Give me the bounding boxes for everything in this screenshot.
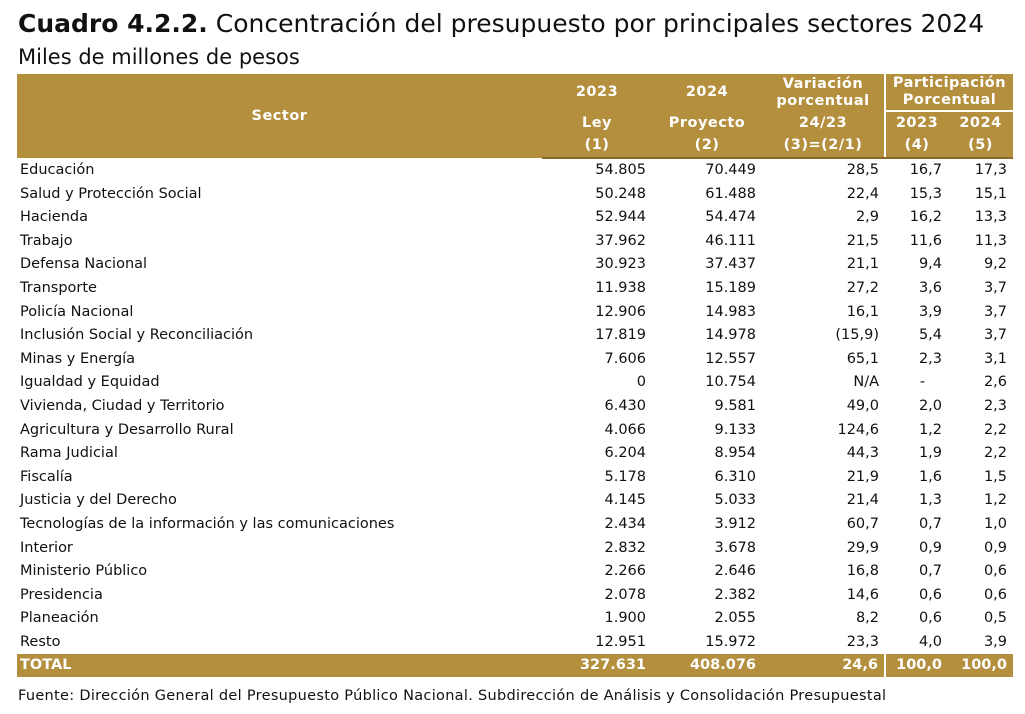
sector-name: Agricultura y Desarrollo Rural (20, 421, 234, 438)
variacion-value: 44,3 (846, 445, 879, 462)
ley-2023-value: 2.832 (604, 539, 646, 556)
variacion-value: 28,5 (846, 162, 879, 178)
sector-name: Defensa Nacional (20, 256, 148, 273)
table-number: Cuadro 4.2.2. (18, 9, 208, 38)
ley-2023-value: 5.178 (604, 468, 646, 485)
variacion-value: (15,9) (835, 327, 879, 344)
participacion-2023-value: 0,6 (918, 586, 942, 603)
table-row (17, 584, 1013, 608)
table-row (17, 489, 1013, 513)
sector-name: Rama Judicial (20, 445, 118, 462)
participacion-2024-value: 3,7 (983, 327, 1007, 344)
header-part-2023: 2023 (885, 111, 948, 134)
variacion-value: N/A (853, 374, 879, 391)
table-row (17, 442, 1013, 466)
participacion-2023-value: 1,2 (918, 421, 942, 438)
sector-name: Minas y Energía (20, 350, 136, 367)
participacion-2023-value: 4,0 (918, 633, 942, 650)
ley-2023-value: 54.805 (595, 162, 646, 178)
table-header (17, 74, 1013, 158)
table-title (18, 8, 984, 40)
ley-2023-value: 4.145 (604, 492, 646, 509)
variacion-value: 21,9 (846, 468, 879, 485)
variacion-value: 16,8 (846, 563, 879, 580)
participacion-2024-value: 13,3 (974, 209, 1007, 226)
participacion-2023-value: 1,3 (918, 492, 942, 509)
table-row (17, 277, 1013, 301)
header-part-2024: 2024 (948, 111, 1013, 134)
participacion-2023-value: 16,7 (909, 162, 942, 178)
sector-name: Tecnologías de la información y las comunicaciones (20, 515, 395, 532)
variacion-value: 49,0 (846, 397, 879, 414)
header-col2: (2) (652, 134, 762, 158)
ley-2023-value: 30.923 (595, 256, 646, 273)
sector-name: Policía Nacional (20, 303, 134, 320)
sector-name: Inclusión Social y Reconciliación (20, 327, 254, 344)
variacion-value: 14,6 (846, 586, 879, 603)
table-row (17, 419, 1013, 443)
participacion-2024-value: 0,6 (983, 586, 1007, 603)
ley-2023-value: 17.819 (595, 327, 646, 344)
sector-name: Planeación (20, 610, 99, 627)
ley-2023-value: 6.430 (604, 397, 646, 414)
table-row (17, 206, 1013, 230)
table-row (17, 607, 1013, 631)
participacion-2024-value: 2,3 (983, 397, 1007, 414)
participacion-2024-value: 2,2 (983, 421, 1007, 438)
participacion-2024-value: 0,5 (983, 610, 1007, 627)
participacion-2023-value: 0,9 (918, 539, 942, 556)
variacion-value: 16,1 (846, 303, 879, 320)
participacion-2024-value: 1,0 (983, 515, 1007, 532)
proyecto-2024-value: 2.646 (714, 563, 756, 580)
header-col3: (3)=(2/1) (762, 134, 885, 158)
ley-2023-value: 1.900 (604, 610, 646, 627)
participacion-2024-value: 3,9 (983, 633, 1007, 650)
sector-name: Hacienda (20, 209, 88, 226)
table-row (17, 253, 1013, 277)
variacion-value: 21,1 (846, 256, 879, 273)
proyecto-2024-value: 2.055 (714, 610, 756, 627)
variacion-value: 21,5 (846, 232, 879, 249)
table-row (17, 301, 1013, 325)
ley-2023-value: 0 (636, 374, 646, 391)
ley-2023-value: 50.248 (595, 185, 646, 202)
total-row (17, 654, 1013, 677)
proyecto-2024-value: 15.972 (705, 633, 756, 650)
total-label: TOTAL (17, 654, 542, 677)
proyecto-2024-value: 12.557 (705, 350, 756, 367)
sector-name: Fiscalía (20, 468, 73, 485)
participacion-2023-value: 1,9 (918, 445, 942, 462)
proyecto-2024-value: 2.382 (714, 586, 756, 603)
participacion-2023-value: 2,3 (918, 350, 942, 367)
participacion-2023-value: 15,3 (909, 185, 942, 202)
header-2023: 2023 (542, 74, 652, 111)
ley-2023-value: 7.606 (604, 350, 646, 367)
variacion-value: 22,4 (846, 185, 879, 202)
participacion-2024-value: 3,1 (983, 350, 1007, 367)
header-participacion: Participación Porcentual (885, 74, 1013, 111)
participacion-2023-value: 0,7 (918, 563, 942, 580)
header-var-period: 24/23 (762, 111, 885, 134)
participacion-2024-value: 2,6 (983, 374, 1007, 391)
proyecto-2024-value: 10.754 (705, 374, 756, 391)
participacion-2024-value: 3,7 (983, 303, 1007, 320)
sector-name: Presidencia (20, 586, 103, 603)
variacion-value: 60,7 (846, 515, 879, 532)
source-note: Fuente: Dirección General del Presupuesto Público Nacional. Subdirección de Análisis y Consolidación Presupuestal (18, 688, 887, 704)
sector-name: Salud y Protección Social (20, 185, 202, 202)
sector-name: Resto (20, 633, 61, 650)
header-col5: (5) (948, 134, 1013, 158)
budget-table (17, 74, 1013, 677)
proyecto-2024-value: 3.912 (714, 515, 756, 532)
table-row (17, 537, 1013, 561)
variacion-value: 27,2 (846, 279, 879, 296)
total-participacion-2024: 100,0 (948, 654, 1013, 677)
participacion-2024-value: 15,1 (974, 185, 1007, 202)
ley-2023-value: 52.944 (595, 209, 646, 226)
participacion-2023-value: 16,2 (909, 209, 942, 226)
table-row (17, 631, 1013, 655)
header-2024: 2024 (652, 74, 762, 111)
table-row (17, 158, 1013, 183)
ley-2023-value: 12.951 (595, 633, 646, 650)
sector-name: Vivienda, Ciudad y Territorio (20, 397, 225, 414)
table-row (17, 230, 1013, 254)
table-row (17, 513, 1013, 537)
participacion-2024-value: 0,9 (983, 539, 1007, 556)
proyecto-2024-value: 5.033 (714, 492, 756, 509)
table-total (17, 654, 1013, 677)
variacion-value: 8,2 (855, 610, 879, 627)
participacion-2023-value: 3,9 (918, 303, 942, 320)
ley-2023-value: 4.066 (604, 421, 646, 438)
sector-name: Justicia y del Derecho (20, 492, 177, 509)
ley-2023-value: 12.906 (595, 303, 646, 320)
table-row (17, 395, 1013, 419)
total-participacion-2023: 100,0 (885, 654, 948, 677)
proyecto-2024-value: 54.474 (705, 209, 756, 226)
header-col1: (1) (542, 134, 652, 158)
total-variacion: 24,6 (762, 654, 885, 677)
table-row (17, 560, 1013, 584)
table-row (17, 324, 1013, 348)
proyecto-2024-value: 61.488 (705, 185, 756, 202)
table-row (17, 348, 1013, 372)
participacion-2024-value: 1,2 (983, 492, 1007, 509)
participacion-2024-value: 3,7 (983, 279, 1007, 296)
proyecto-2024-value: 9.133 (714, 421, 756, 438)
variacion-value: 2,9 (855, 209, 879, 226)
variacion-value: 65,1 (846, 350, 879, 367)
header-ley: Ley (542, 111, 652, 134)
header-sector: Sector (17, 74, 542, 158)
table-row (17, 183, 1013, 207)
ley-2023-value: 2.266 (604, 563, 646, 580)
participacion-2023-value: 3,6 (918, 279, 942, 296)
proyecto-2024-value: 3.678 (714, 539, 756, 556)
header-col4: (4) (885, 134, 948, 158)
variacion-value: 23,3 (846, 633, 879, 650)
proyecto-2024-value: 6.310 (714, 468, 756, 485)
proyecto-2024-value: 15.189 (705, 279, 756, 296)
participacion-2023-value: 11,6 (909, 232, 942, 249)
table-body (17, 158, 1013, 654)
sector-name: Educación (20, 161, 95, 178)
table-subtitle: Miles de millones de pesos (18, 45, 300, 69)
participacion-2024-value: 11,3 (974, 232, 1007, 249)
proyecto-2024-value: 8.954 (714, 445, 756, 462)
participacion-2023-value: 0,6 (918, 610, 942, 627)
variacion-value: 21,4 (846, 492, 879, 509)
participacion-2023-value: 2,0 (918, 397, 942, 414)
proyecto-2024-value: 46.111 (705, 232, 756, 249)
proyecto-2024-value: 70.449 (705, 162, 756, 178)
variacion-value: 29,9 (846, 539, 879, 556)
ley-2023-value: 2.434 (604, 515, 646, 532)
ley-2023-value: 37.962 (595, 232, 646, 249)
header-variacion: Variación porcentual (762, 74, 885, 111)
ley-2023-value: 2.078 (604, 586, 646, 603)
table-row (17, 371, 1013, 395)
total-ley-2023: 327.631 (542, 654, 652, 677)
ley-2023-value: 6.204 (604, 445, 646, 462)
sector-name: Interior (20, 539, 73, 556)
total-proyecto-2024: 408.076 (652, 654, 762, 677)
ley-2023-value: 11.938 (595, 279, 646, 296)
table-row (17, 466, 1013, 490)
participacion-2023-value: 1,6 (918, 468, 942, 485)
sector-name: Transporte (20, 279, 97, 296)
participacion-2023-value: 9,4 (918, 256, 942, 273)
sector-name: Trabajo (20, 232, 73, 249)
participacion-2023-value: - (919, 374, 926, 391)
proyecto-2024-value: 37.437 (705, 256, 756, 273)
proyecto-2024-value: 9.581 (714, 397, 756, 414)
sector-name: Ministerio Público (20, 563, 148, 580)
proyecto-2024-value: 14.983 (705, 303, 756, 320)
header-proyecto: Proyecto (652, 111, 762, 134)
participacion-2023-value: 5,4 (918, 327, 942, 344)
participacion-2024-value: 0,6 (983, 563, 1007, 580)
table-title-text: Concentración del presupuesto por principales sectores 2024 (215, 9, 985, 38)
participacion-2024-value: 2,2 (983, 445, 1007, 462)
variacion-value: 124,6 (837, 421, 879, 438)
participacion-2024-value: 9,2 (983, 256, 1007, 273)
sector-name: Igualdad y Equidad (20, 374, 160, 391)
participacion-2024-value: 17,3 (974, 162, 1007, 178)
participacion-2024-value: 1,5 (983, 468, 1007, 485)
proyecto-2024-value: 14.978 (705, 327, 756, 344)
participacion-2023-value: 0,7 (918, 515, 942, 532)
